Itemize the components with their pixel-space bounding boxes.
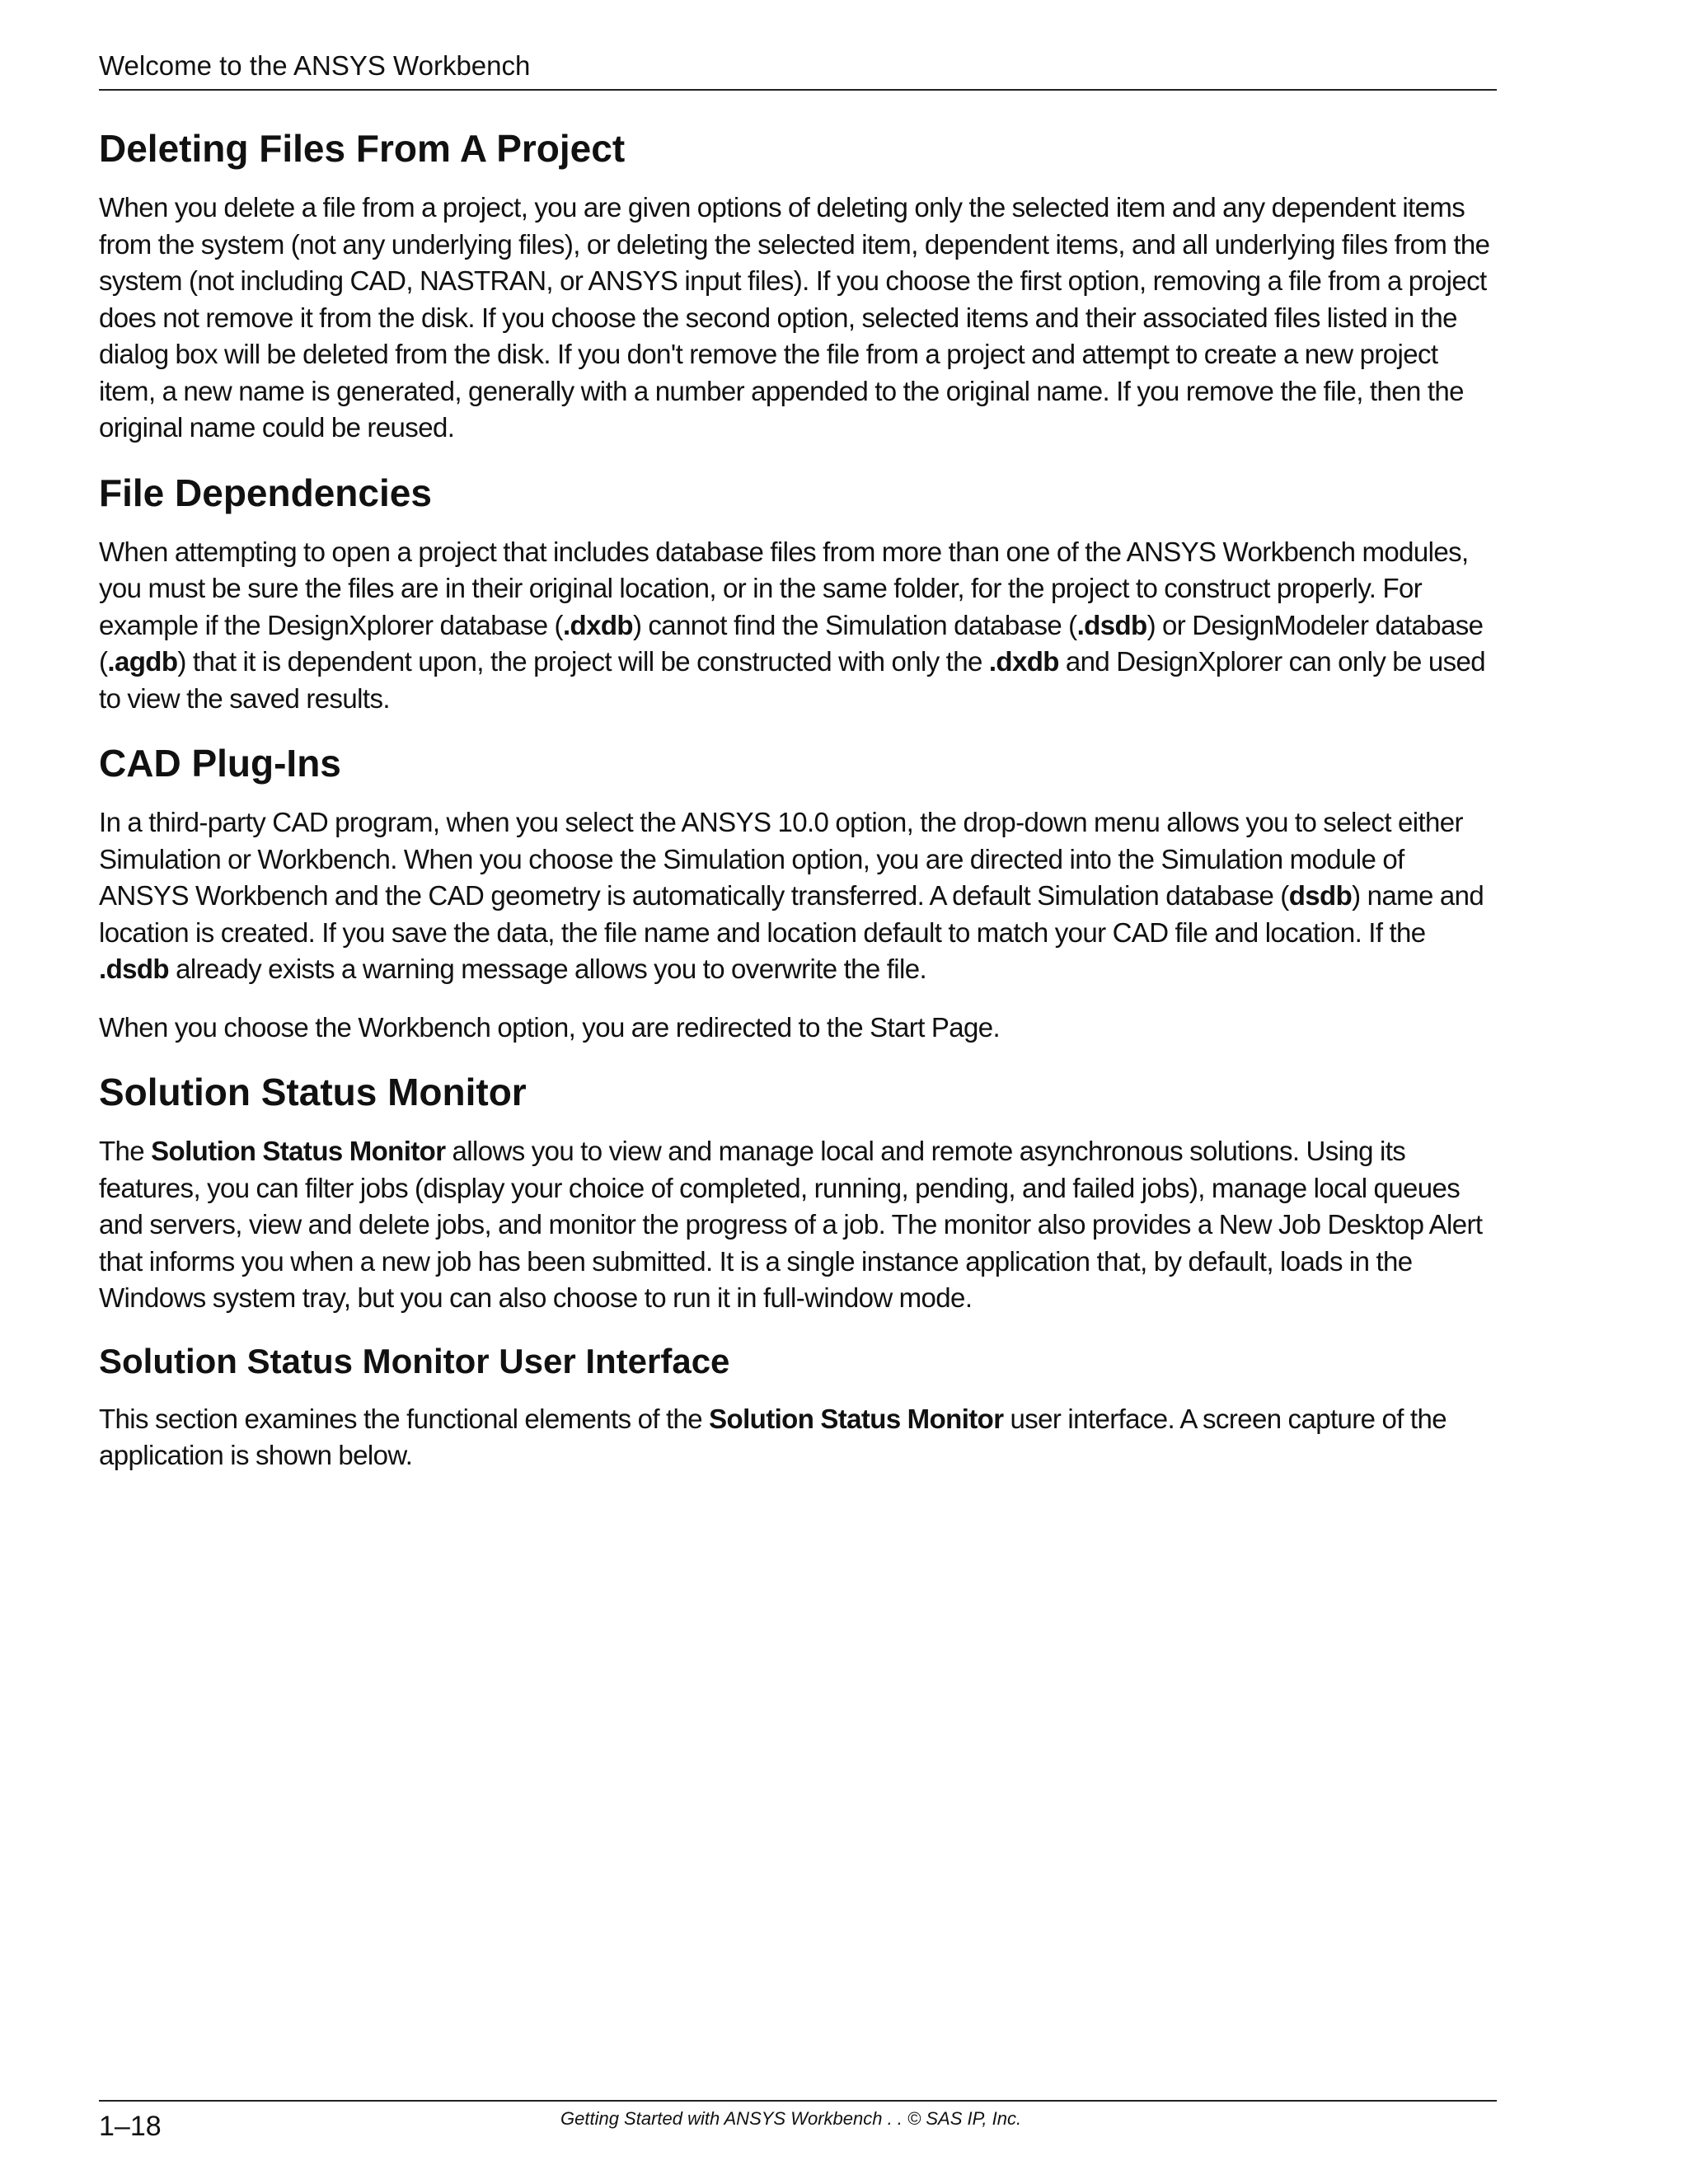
file-extension: .agdb [107,646,178,677]
subsection-heading: Solution Status Monitor User Interface [99,1341,730,1380]
paragraph: When you delete a file from a project, you are given options of deleting only the selected item and any dependent items from the system (not any underlying files), or deleting the selected item, dependent items, and all underlying files from the system (not including CAD, NASTRAN, or ANSYS input files). If you choose the first option, removing a file from a project does not remove it from the disk. If you choose the second option, selected items and their associated files listed in the dialog box will be deleted from the disk. If you don't remove the file from a project and attempt to create a new project item, a new name is generated, generally with a number appended to the original name. If you remove the file, then the original name could be reused. [99,192,1490,443]
section-heading: Deleting Files From A Project [99,127,626,170]
file-extension: .dxdb [988,646,1059,677]
text-run: user interface. A screen capture of the application is shown below. [99,1403,1447,1470]
section-heading: File Dependencies [99,471,432,514]
paragraph [99,1133,1497,1317]
page-number: 1–18 [99,2111,162,2142]
text-run: and DesignXplorer can only be used to view the saved results. [99,646,1486,714]
text-run: ) name and location is created. If you save the data, the file name and location default to match your CAD file and location. If the [99,880,1484,948]
section-deleting-files [99,124,1497,447]
product-name: Solution Status Monitor [709,1403,1004,1434]
section-cad-plugins [99,738,1497,1046]
text-run: This section examines the functional elements of the [99,1403,710,1434]
text-run: ) cannot find the Simulation database ( [632,609,1077,640]
file-extension: dsdb [1288,880,1353,911]
section-heading: CAD Plug-Ins [99,742,341,785]
text-run: In a third-party CAD program, when you select the ANSYS 10.0 option, the drop-down menu allows you to select either Simulation or Workbench. When you choose the Simulation option, you are directed into the Simulation module of ANSYS Workbench and the CAD geometry is automatically transferred. A default Simulation database ( [99,807,1463,911]
text-run: The [99,1136,152,1166]
section-ssm-user-interface [99,1338,1497,1474]
paragraph: When you choose the Workbench option, you are redirected to the Start Page. [99,1011,1001,1043]
section-heading: Solution Status Monitor [99,1071,527,1113]
text-run: allows you to view and manage local and remote asynchronous solutions. Using its features, you can filter jobs (display your choice of completed, running, pending, and failed jobs), manage local queues and servers, view and delete jobs, and monitor the progress of a job. The monitor also provides a New Job Desktop Alert that informs you when a new job has been submitted. It is a single instance application that, by default, loads in the Windows system tray, but you can also choose to run it in full-window mode. [99,1136,1483,1313]
section-file-dependencies [99,468,1497,718]
document-page [99,0,1497,2184]
paragraph [99,534,1497,718]
section-solution-status-monitor [99,1067,1497,1317]
running-header: Welcome to the ANSYS Workbench [99,48,1497,91]
product-name: Solution Status Monitor [151,1136,446,1166]
text-run: ) or DesignModeler database ( [99,609,1484,677]
text-run: When attempting to open a project that includes database files from more than one of the ANSYS Workbench modules, you must be sure the files are in their original location, or in the same folder, for the project to construct properly. For example if the DesignXplorer database ( [99,536,1469,640]
text-run: ) that it is dependent upon, the project will be constructed with only the [177,646,989,677]
text-run: already exists a warning message allows you to overwrite the file. [169,954,927,984]
page-content [99,124,1497,1496]
paragraph [99,1401,1497,1474]
file-extension: .dsdb [99,954,169,984]
footer-book-title: Getting Started with ANSYS Workbench . . © SAS IP, Inc. [560,2108,1022,2129]
file-extension: .dsdb [1076,609,1147,640]
paragraph [99,804,1497,988]
file-extension: .dxdb [562,609,633,640]
page-footer [99,2100,1497,2142]
